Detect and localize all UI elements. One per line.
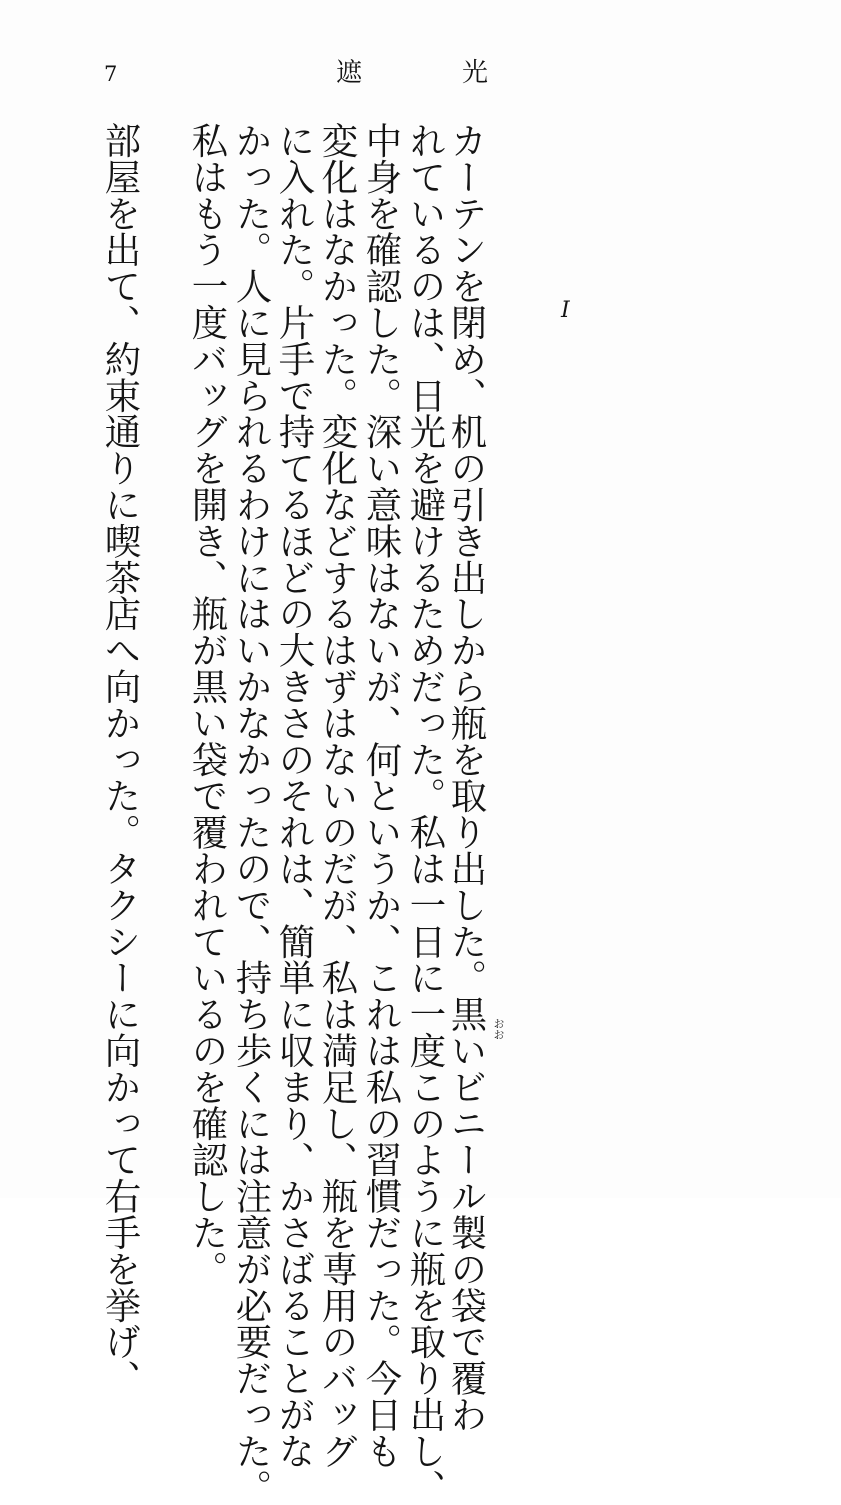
text-column: 私はもう一度バッグを開き、瓶が黒い袋で覆われているのを確認した。 <box>186 122 229 1287</box>
text-column: に入れた。片手で持てるほどの大きさのそれは、簡単に収まり、かさばることがな <box>273 122 316 1469</box>
text-column: 部屋を出て、約束通りに喫茶店へ向かった。タクシーに向かって右手を挙げ、 <box>99 122 142 1396</box>
running-title: 遮光 <box>336 58 589 88</box>
text-column: 変化はなかった。変化などするはずはないのだが、私は満足し、瓶を専用のバッグ <box>316 122 359 1469</box>
page-number: 7 <box>104 62 118 86</box>
text-column: 中身を確認した。深い意味はないが、何というか、これは私の習慣だった。今日も <box>360 122 403 1469</box>
ruby-reading: おお <box>492 1018 505 1040</box>
text-column: れているのは、日光を避けるためだった。私は一日に一度このように瓶を取り出し、 <box>404 122 447 1505</box>
text-column: カーテンを閉め、机の引き出しから瓶を取り出した。黒いビニール製の袋で覆わ <box>445 122 488 1433</box>
section-number: I <box>561 298 570 323</box>
text-column: かった。人に見られるわけにはいかなかったので、持ち歩くには注意が必要だった。 <box>230 122 273 1505</box>
